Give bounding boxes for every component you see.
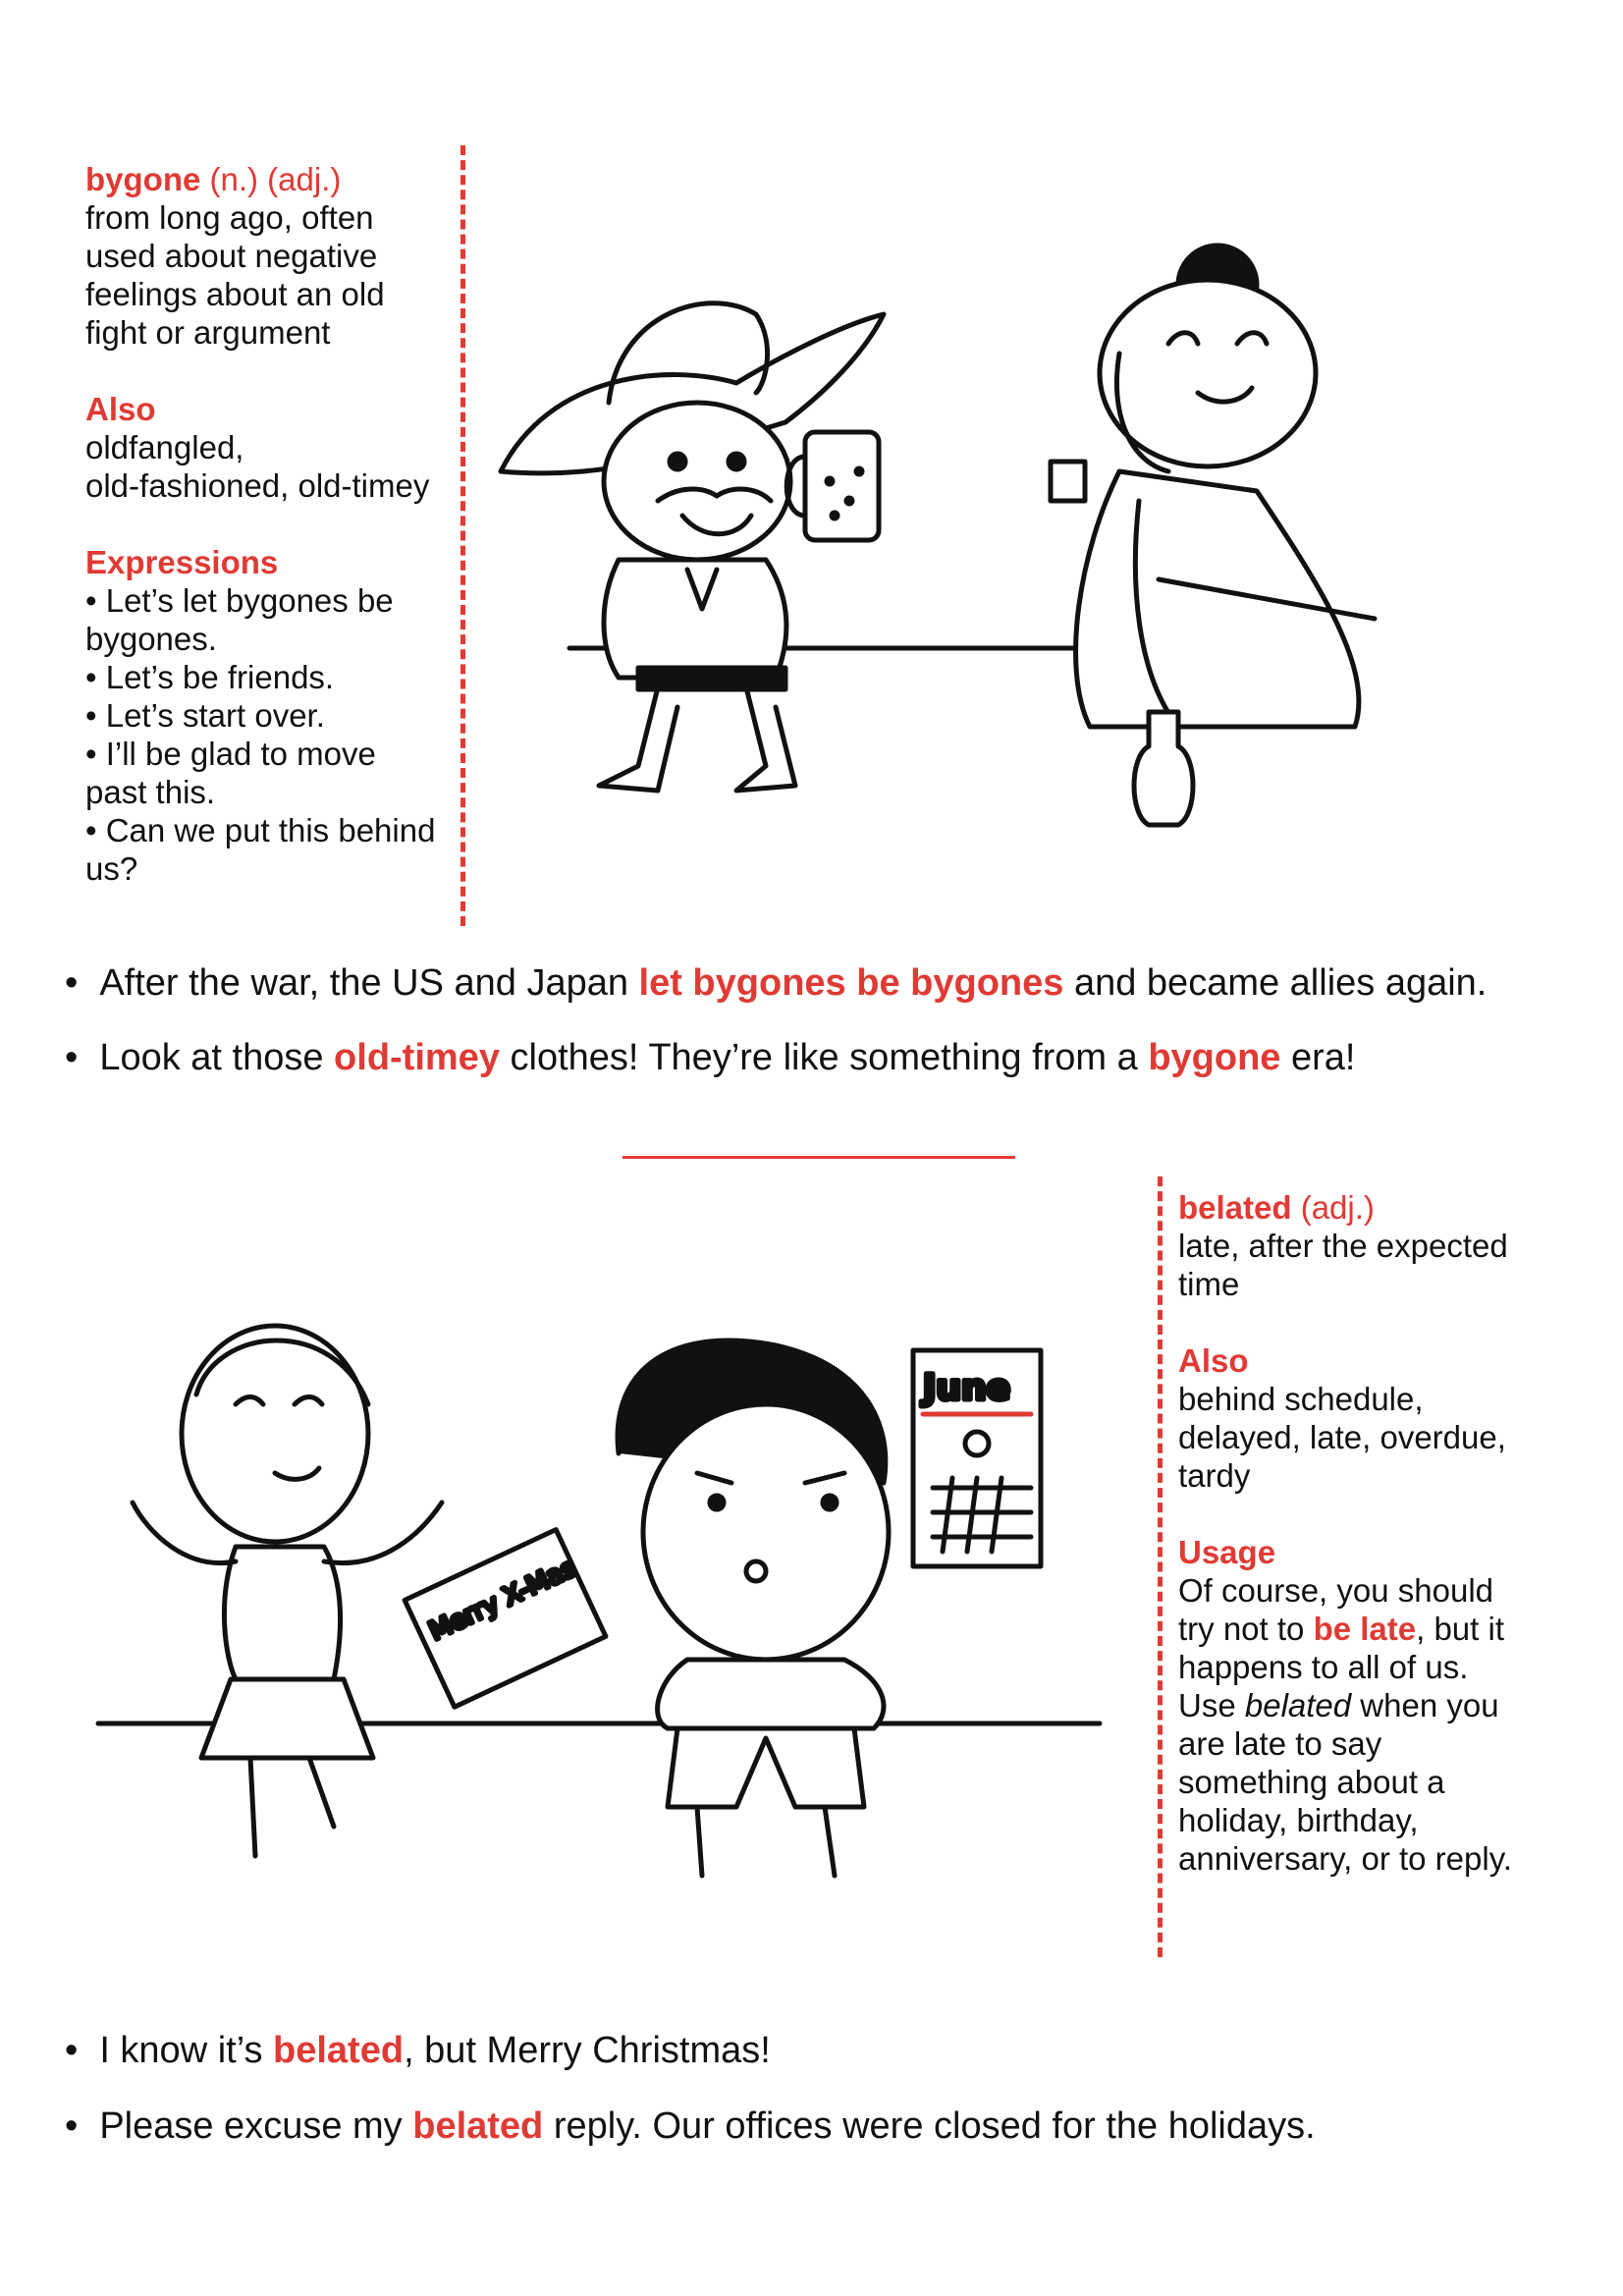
example-text: reply. Our offices were closed for the holidays. xyxy=(543,2105,1316,2147)
dashed-divider xyxy=(460,145,465,926)
expression-line: past this. xyxy=(85,774,216,810)
highlighted-phrase: belated xyxy=(412,2105,544,2147)
usage-line: happens to all of us. xyxy=(1178,1649,1469,1685)
usage-line: Of course, you should xyxy=(1178,1572,1494,1609)
headword: bygone xyxy=(85,161,201,197)
example-text: clothes! They’re like something from a xyxy=(499,1037,1149,1078)
definition-line: used about negative xyxy=(85,238,378,274)
card-text: Merry X-Mas xyxy=(424,1553,581,1647)
example-text: I know it’s xyxy=(99,2030,274,2071)
highlighted-phrase: let bygones be bygones xyxy=(638,962,1064,1004)
usage-text: Use xyxy=(1178,1687,1245,1723)
definition-line: feelings about an old xyxy=(85,276,385,312)
also-line: behind schedule, xyxy=(1178,1381,1424,1417)
expression-line: bygones. xyxy=(85,621,217,657)
italic-term: belated xyxy=(1244,1687,1352,1723)
highlighted-phrase: be late xyxy=(1313,1611,1417,1647)
usage-line: are late to say xyxy=(1178,1725,1382,1762)
section-divider xyxy=(622,1156,1015,1159)
highlighted-phrase: bygone xyxy=(1148,1037,1281,1078)
usage-line: something about a xyxy=(1178,1764,1445,1800)
usage-heading: Usage xyxy=(1178,1534,1276,1570)
example-text: era! xyxy=(1280,1037,1356,1078)
definition-line: late, after the expected xyxy=(1178,1228,1508,1264)
usage-line xyxy=(1178,1610,1610,1648)
example-sentence xyxy=(65,1035,1356,1080)
usage-line: holiday, birthday, xyxy=(1178,1802,1419,1838)
bullet: • xyxy=(65,2105,79,2147)
bullet: • xyxy=(65,1037,79,1078)
example-sentence xyxy=(65,2028,771,2073)
also-line: tardy xyxy=(1178,1457,1251,1494)
example-text: Look at those xyxy=(99,1037,335,1078)
example-text: Please excuse my xyxy=(99,2105,413,2147)
also-heading: Also xyxy=(85,391,156,427)
bullet: • xyxy=(65,2030,79,2071)
expression-line: us? xyxy=(85,850,138,887)
also-line: oldfangled, xyxy=(85,429,244,465)
usage-text: try not to xyxy=(1178,1611,1314,1647)
also-heading: Also xyxy=(1178,1342,1249,1379)
expression-line: • I’ll be glad to move xyxy=(85,736,376,772)
expression-line: • Can we put this behind xyxy=(85,812,436,848)
cowboy-samurai-illustration xyxy=(491,255,1473,845)
highlighted-phrase: old-timey xyxy=(334,1037,500,1078)
dashed-divider xyxy=(1158,1176,1163,1957)
bygone-definition-block xyxy=(85,160,459,888)
expression-line: • Let’s start over. xyxy=(85,697,325,734)
belated-definition-block xyxy=(1178,1188,1610,1878)
also-line: old-fashioned, old-timey xyxy=(85,467,430,504)
highlighted-phrase: belated xyxy=(273,2030,405,2071)
definition-line: from long ago, often xyxy=(85,199,374,236)
part-of-speech: (adj.) xyxy=(1300,1189,1375,1226)
definition-line: time xyxy=(1178,1266,1240,1302)
example-text: , but Merry Christmas! xyxy=(404,2030,771,2071)
calendar-month: June xyxy=(923,1368,1011,1408)
belated-greeting-illustration xyxy=(88,1306,1109,1915)
bygone-headword xyxy=(85,160,459,198)
example-sentence xyxy=(65,2104,1316,2149)
example-text: and became allies again. xyxy=(1063,962,1488,1004)
belated-headword xyxy=(1178,1188,1610,1227)
usage-line xyxy=(1178,1686,1610,1724)
usage-line: anniversary, or to reply. xyxy=(1178,1840,1512,1877)
definition-line: fight or argument xyxy=(85,314,331,351)
bullet: • xyxy=(65,962,79,1004)
headword: belated xyxy=(1178,1189,1292,1226)
usage-text: , but it xyxy=(1416,1611,1504,1647)
expression-line: • Let’s be friends. xyxy=(85,659,335,695)
part-of-speech: (n.) (adj.) xyxy=(209,161,342,197)
usage-text: when you xyxy=(1351,1687,1499,1723)
expression-line: • Let’s let bygones be xyxy=(85,582,394,619)
example-text: After the war, the US and Japan xyxy=(99,962,639,1004)
example-sentence xyxy=(65,960,1487,1006)
expressions-heading: Expressions xyxy=(85,544,279,580)
also-line: delayed, late, overdue, xyxy=(1178,1419,1506,1455)
